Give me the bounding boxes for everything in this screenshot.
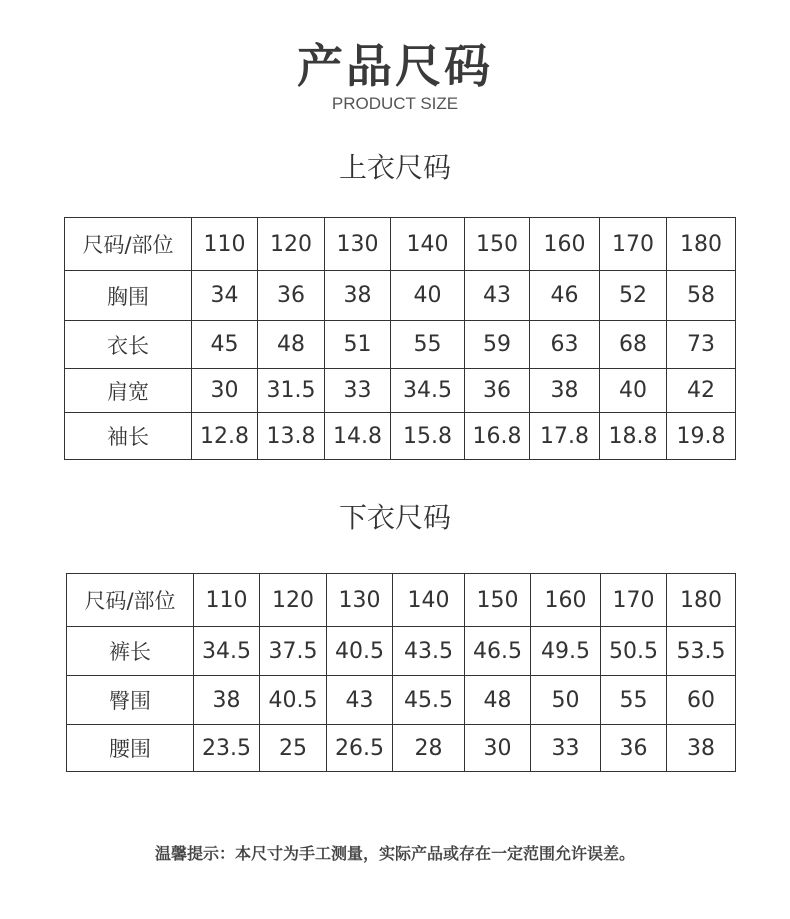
header-cell: 140 xyxy=(393,574,465,627)
header-cell: 140 xyxy=(391,218,465,271)
table-cell: 34.5 xyxy=(194,627,260,676)
header-cell: 110 xyxy=(194,574,260,627)
table-cell: 40 xyxy=(391,271,465,321)
row-label-cell: 腰围 xyxy=(67,725,194,772)
table-cell: 37.5 xyxy=(260,627,327,676)
table-cell: 38 xyxy=(194,676,260,725)
table-cell: 43.5 xyxy=(393,627,465,676)
table-cell: 53.5 xyxy=(667,627,736,676)
table-cell: 48 xyxy=(465,676,531,725)
table-cell: 60 xyxy=(667,676,736,725)
measurement-note: 温馨提示：本尺寸为手工测量，实际产品或存在一定范围允许误差。 xyxy=(154,844,635,863)
table-row xyxy=(65,369,736,413)
table-row xyxy=(67,627,736,676)
table-cell: 38 xyxy=(667,725,736,772)
header-cell: 150 xyxy=(465,218,530,271)
table-header-row xyxy=(65,218,736,271)
table-cell: 36 xyxy=(465,369,530,413)
table-header-row xyxy=(67,574,736,627)
table-cell: 58 xyxy=(667,271,736,321)
header-cell: 尺码/部位 xyxy=(65,218,192,271)
bottom-size-table xyxy=(66,573,736,772)
table-cell: 15.8 xyxy=(391,413,465,460)
header-cell: 130 xyxy=(325,218,391,271)
table-cell: 73 xyxy=(667,321,736,369)
header-cell: 160 xyxy=(531,574,601,627)
table-cell: 34 xyxy=(192,271,258,321)
table-row xyxy=(65,321,736,369)
table-cell: 25 xyxy=(260,725,327,772)
page-subtitle: PRODUCT SIZE xyxy=(331,94,459,113)
bottom-size-section-title: 下衣尺码 xyxy=(338,501,451,534)
table-cell: 43 xyxy=(465,271,530,321)
table-cell: 68 xyxy=(600,321,667,369)
table-cell: 38 xyxy=(325,271,391,321)
top-size-table xyxy=(64,217,736,460)
table-cell: 12.8 xyxy=(192,413,258,460)
table-cell: 33 xyxy=(531,725,601,772)
table-cell: 14.8 xyxy=(325,413,391,460)
table-cell: 40.5 xyxy=(260,676,327,725)
table-cell: 19.8 xyxy=(667,413,736,460)
table-cell: 45 xyxy=(192,321,258,369)
table-cell: 40.5 xyxy=(327,627,393,676)
table-cell: 42 xyxy=(667,369,736,413)
header-cell: 160 xyxy=(530,218,600,271)
row-label-cell: 肩宽 xyxy=(65,369,192,413)
table-cell: 28 xyxy=(393,725,465,772)
top-size-section-title: 上衣尺码 xyxy=(338,151,451,184)
table-cell: 51 xyxy=(325,321,391,369)
table-cell: 30 xyxy=(465,725,531,772)
table-cell: 50.5 xyxy=(601,627,667,676)
table-cell: 55 xyxy=(391,321,465,369)
table-cell: 46.5 xyxy=(465,627,531,676)
table-cell: 31.5 xyxy=(258,369,325,413)
header-cell: 120 xyxy=(260,574,327,627)
table-cell: 50 xyxy=(531,676,601,725)
header-cell: 120 xyxy=(258,218,325,271)
table-cell: 36 xyxy=(601,725,667,772)
table-cell: 59 xyxy=(465,321,530,369)
table-cell: 17.8 xyxy=(530,413,600,460)
table-cell: 52 xyxy=(600,271,667,321)
page-title: 产品尺码 xyxy=(297,39,493,93)
row-label-cell: 臀围 xyxy=(67,676,194,725)
table-cell: 16.8 xyxy=(465,413,530,460)
table-cell: 13.8 xyxy=(258,413,325,460)
table-cell: 18.8 xyxy=(600,413,667,460)
table-cell: 40 xyxy=(600,369,667,413)
header-cell: 180 xyxy=(667,574,736,627)
table-row xyxy=(67,725,736,772)
table-row xyxy=(65,271,736,321)
header-cell: 尺码/部位 xyxy=(67,574,194,627)
table-cell: 43 xyxy=(327,676,393,725)
table-cell: 46 xyxy=(530,271,600,321)
table-cell: 33 xyxy=(325,369,391,413)
table-cell: 49.5 xyxy=(531,627,601,676)
table-cell: 55 xyxy=(601,676,667,725)
table-cell: 34.5 xyxy=(391,369,465,413)
table-cell: 36 xyxy=(258,271,325,321)
table-cell: 48 xyxy=(258,321,325,369)
row-label-cell: 胸围 xyxy=(65,271,192,321)
table-cell: 38 xyxy=(530,369,600,413)
row-label-cell: 衣长 xyxy=(65,321,192,369)
table-cell: 45.5 xyxy=(393,676,465,725)
table-cell: 63 xyxy=(530,321,600,369)
header-cell: 110 xyxy=(192,218,258,271)
table-row xyxy=(67,676,736,725)
header-cell: 150 xyxy=(465,574,531,627)
table-cell: 30 xyxy=(192,369,258,413)
header-cell: 180 xyxy=(667,218,736,271)
table-row xyxy=(65,413,736,460)
header-cell: 170 xyxy=(600,218,667,271)
row-label-cell: 袖长 xyxy=(65,413,192,460)
table-cell: 23.5 xyxy=(194,725,260,772)
header-cell: 130 xyxy=(327,574,393,627)
row-label-cell: 裤长 xyxy=(67,627,194,676)
header-cell: 170 xyxy=(601,574,667,627)
table-cell: 26.5 xyxy=(327,725,393,772)
